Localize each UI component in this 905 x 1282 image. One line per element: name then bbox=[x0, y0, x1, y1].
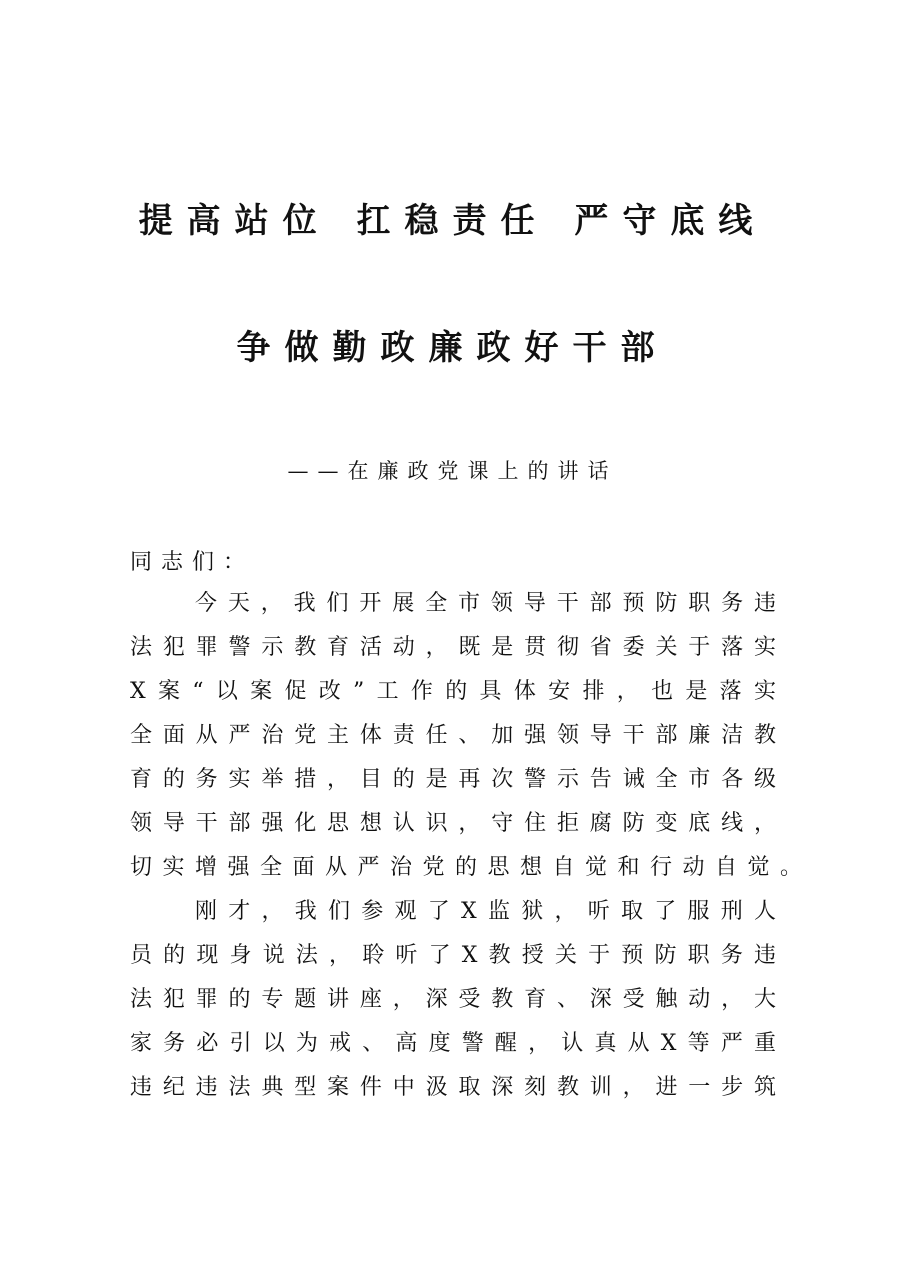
body-line: 刚才，我们参观了X监狱，听取了服刑人 bbox=[195, 899, 776, 924]
body-line: 切实增强全面从严治党的思想自觉和行动自觉。 bbox=[130, 855, 802, 880]
salutation: 同志们： bbox=[130, 550, 255, 575]
body-line: X案“以案促改”工作的具体安排，也是落实 bbox=[130, 679, 776, 704]
title-line-1: 提高站位 扛稳责任 严守底线 bbox=[138, 201, 767, 241]
title-line-2: 争做勤政廉政好干部 bbox=[236, 328, 669, 368]
body-line: 员的现身说法，聆听了X教授关于预防职务违 bbox=[130, 943, 776, 968]
body-line: 领导干部强化思想认识，守住拒腐防变底线， bbox=[130, 811, 776, 836]
body-line: 法犯罪警示教育活动，既是贯彻省委关于落实 bbox=[130, 635, 776, 660]
body-line: 违纪违法典型案件中汲取深刻教训，进一步筑 bbox=[130, 1075, 776, 1100]
body-line: 育的务实举措，目的是再次警示告诫全市各级 bbox=[130, 767, 776, 792]
body-line: 今天，我们开展全市领导干部预防职务违 bbox=[195, 591, 776, 616]
body-line: 法犯罪的专题讲座，深受教育、深受触动，大 bbox=[130, 987, 776, 1012]
body-line: 家务必引以为戒、高度警醒，认真从X等严重 bbox=[130, 1031, 776, 1056]
subtitle: ——在廉政党课上的讲话 bbox=[287, 459, 618, 483]
body-line: 全面从严治党主体责任、加强领导干部廉洁教 bbox=[130, 723, 776, 748]
